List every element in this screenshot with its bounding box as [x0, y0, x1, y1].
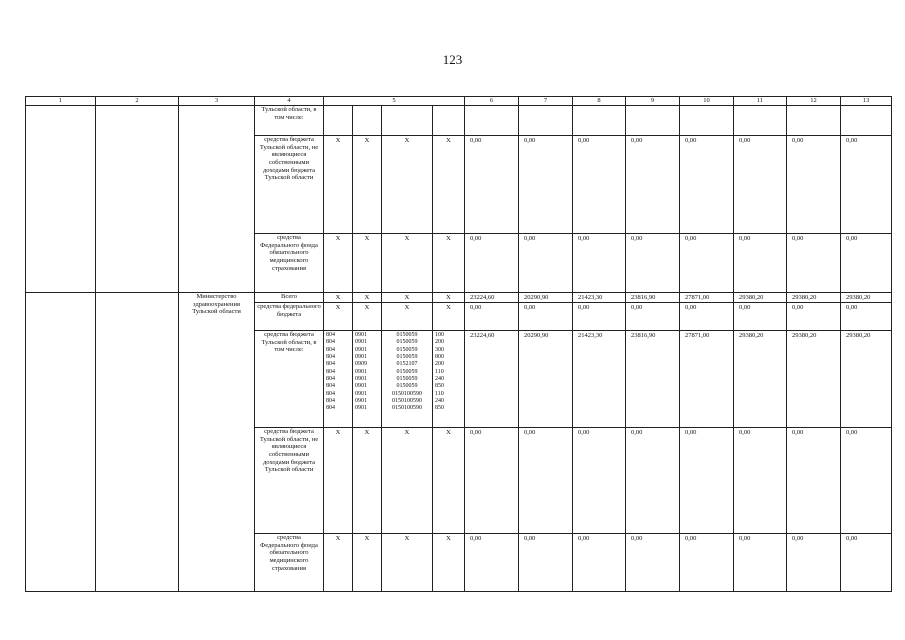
x-mark: X [433, 234, 465, 293]
value-cell: 23816,90 [626, 331, 680, 428]
value-cell: 0,00 [519, 534, 573, 592]
x-mark: X [433, 303, 465, 331]
value-cell: 0,00 [787, 534, 841, 592]
value-cell: 0,00 [626, 303, 680, 331]
value-cell: 23224,60 [465, 331, 519, 428]
ministry-name: Министерство здравоохранения Тульской области [179, 293, 255, 592]
value-cell: 21423,30 [573, 293, 626, 303]
value-cell: 29380,20 [787, 293, 841, 303]
empty-cell [519, 106, 573, 136]
col-header-12: 12 [787, 97, 841, 106]
row-label: средства бюджета Тульской области, не являющиеся собственными доходами бюджета Тульской области [255, 428, 324, 534]
col-header-4: 4 [255, 97, 324, 106]
x-mark: X [353, 534, 382, 592]
value-cell: 0,00 [734, 428, 787, 534]
x-mark: X [433, 428, 465, 534]
value-cell: 0,00 [465, 136, 519, 234]
empty-cell [626, 106, 680, 136]
empty-cell [680, 106, 734, 136]
value-cell: 0,00 [841, 534, 892, 592]
value-cell: 29380,20 [734, 331, 787, 428]
x-mark: X [324, 136, 353, 234]
value-cell: 0,00 [626, 534, 680, 592]
value-cell: 21423,30 [573, 331, 626, 428]
value-cell: 0,00 [734, 234, 787, 293]
grbs-codes: 804 804 804 804 804 804 804 804 804 804 804 [324, 331, 353, 428]
value-cell: 0,00 [573, 428, 626, 534]
value-cell: 0,00 [680, 303, 734, 331]
cell-col2-block-b [96, 293, 179, 592]
x-mark: X [353, 293, 382, 303]
value-cell: 0,00 [787, 428, 841, 534]
page-number: 123 [442, 52, 463, 67]
empty-cell [433, 106, 465, 136]
value-cell: 0,00 [519, 136, 573, 234]
x-mark: X [433, 293, 465, 303]
x-mark: X [382, 534, 433, 592]
x-mark: X [324, 234, 353, 293]
x-mark: X [382, 293, 433, 303]
x-mark: X [353, 303, 382, 331]
col-header-10: 10 [680, 97, 734, 106]
value-cell: 0,00 [841, 234, 892, 293]
value-cell: 0,00 [626, 234, 680, 293]
value-cell: 0,00 [841, 136, 892, 234]
value-cell: 29380,20 [841, 293, 892, 303]
x-mark: X [353, 428, 382, 534]
col-header-6: 6 [465, 97, 519, 106]
row-label: Всего [255, 293, 324, 303]
empty-cell [734, 106, 787, 136]
value-cell: 0,00 [734, 136, 787, 234]
value-cell: 0,00 [680, 534, 734, 592]
value-cell: 0,00 [787, 136, 841, 234]
empty-cell [841, 106, 892, 136]
value-cell: 23816,90 [626, 293, 680, 303]
cell-col1-block-b [26, 293, 96, 592]
x-mark: X [324, 534, 353, 592]
value-cell: 0,00 [680, 234, 734, 293]
value-cell: 0,00 [519, 234, 573, 293]
row-label: средства Федерального фонда обязательного медицинского страхования [255, 234, 324, 293]
value-cell: 0,00 [626, 136, 680, 234]
x-mark: X [433, 136, 465, 234]
value-cell: 0,00 [573, 234, 626, 293]
value-cell: 27871,00 [680, 331, 734, 428]
value-cell: 29380,20 [787, 331, 841, 428]
x-mark: X [382, 428, 433, 534]
value-cell: 29380,20 [734, 293, 787, 303]
empty-cell [573, 106, 626, 136]
table-row [26, 106, 892, 136]
row-label: средства бюджета Тульской области, в том числе: [255, 331, 324, 428]
value-cell: 0,00 [841, 428, 892, 534]
col-header-7: 7 [519, 97, 573, 106]
value-cell: 0,00 [465, 303, 519, 331]
value-cell: 0,00 [787, 303, 841, 331]
value-cell: 0,00 [841, 303, 892, 331]
value-cell: 0,00 [680, 428, 734, 534]
x-mark: X [382, 136, 433, 234]
cell-col2-block-a [96, 106, 179, 293]
x-mark: X [324, 293, 353, 303]
x-mark: X [353, 234, 382, 293]
x-mark: X [382, 234, 433, 293]
value-cell: 0,00 [465, 534, 519, 592]
expense-type-codes: 100 200 300 800 200 110 240 850 110 240 850 [433, 331, 465, 428]
empty-cell [324, 106, 353, 136]
value-cell: 0,00 [519, 303, 573, 331]
value-cell: 20290,90 [519, 293, 573, 303]
value-cell: 0,00 [734, 303, 787, 331]
value-cell: 0,00 [465, 428, 519, 534]
empty-cell [382, 106, 433, 136]
value-cell: 0,00 [519, 428, 573, 534]
col-header-9: 9 [626, 97, 680, 106]
row-label: Тульской области, в том числе: [255, 106, 324, 136]
row-label: средства Федерального фонда обязательного медицинского страхования [255, 534, 324, 592]
col-header-5: 5 [324, 97, 465, 106]
budget-table [25, 96, 892, 592]
row-label: средства федерального бюджета [255, 303, 324, 331]
col-header-13: 13 [841, 97, 892, 106]
x-mark: X [324, 428, 353, 534]
col-header-8: 8 [573, 97, 626, 106]
value-cell: 0,00 [573, 303, 626, 331]
cell-col1-block-a [26, 106, 96, 293]
table-row [26, 293, 892, 303]
x-mark: X [382, 303, 433, 331]
section-codes: 0901 0901 0901 0901 0909 0901 0901 0901 0901 0901 0901 [353, 331, 382, 428]
cell-col3-block-a [179, 106, 255, 293]
value-cell: 0,00 [626, 428, 680, 534]
empty-cell [787, 106, 841, 136]
col-header-1: 1 [26, 97, 96, 106]
target-item-codes: 0150059 0150059 0150059 0150059 0152107 0150059 0150059 0150059 0150100590 0150100590 0150100590 [382, 331, 433, 428]
value-cell: 0,00 [734, 534, 787, 592]
col-header-11: 11 [734, 97, 787, 106]
x-mark: X [324, 303, 353, 331]
value-cell: 29380,20 [841, 331, 892, 428]
value-cell: 23224,60 [465, 293, 519, 303]
col-header-3: 3 [179, 97, 255, 106]
row-label: средства бюджета Тульской области, не являющиеся собственными доходами бюджета Тульской области [255, 136, 324, 234]
value-cell: 0,00 [680, 136, 734, 234]
value-cell: 0,00 [573, 534, 626, 592]
col-header-2: 2 [96, 97, 179, 106]
empty-cell [353, 106, 382, 136]
x-mark: X [353, 136, 382, 234]
value-cell: 20290,90 [519, 331, 573, 428]
x-mark: X [433, 534, 465, 592]
empty-cell [465, 106, 519, 136]
value-cell: 27871,00 [680, 293, 734, 303]
value-cell: 0,00 [787, 234, 841, 293]
value-cell: 0,00 [573, 136, 626, 234]
column-number-row [26, 97, 892, 106]
value-cell: 0,00 [465, 234, 519, 293]
